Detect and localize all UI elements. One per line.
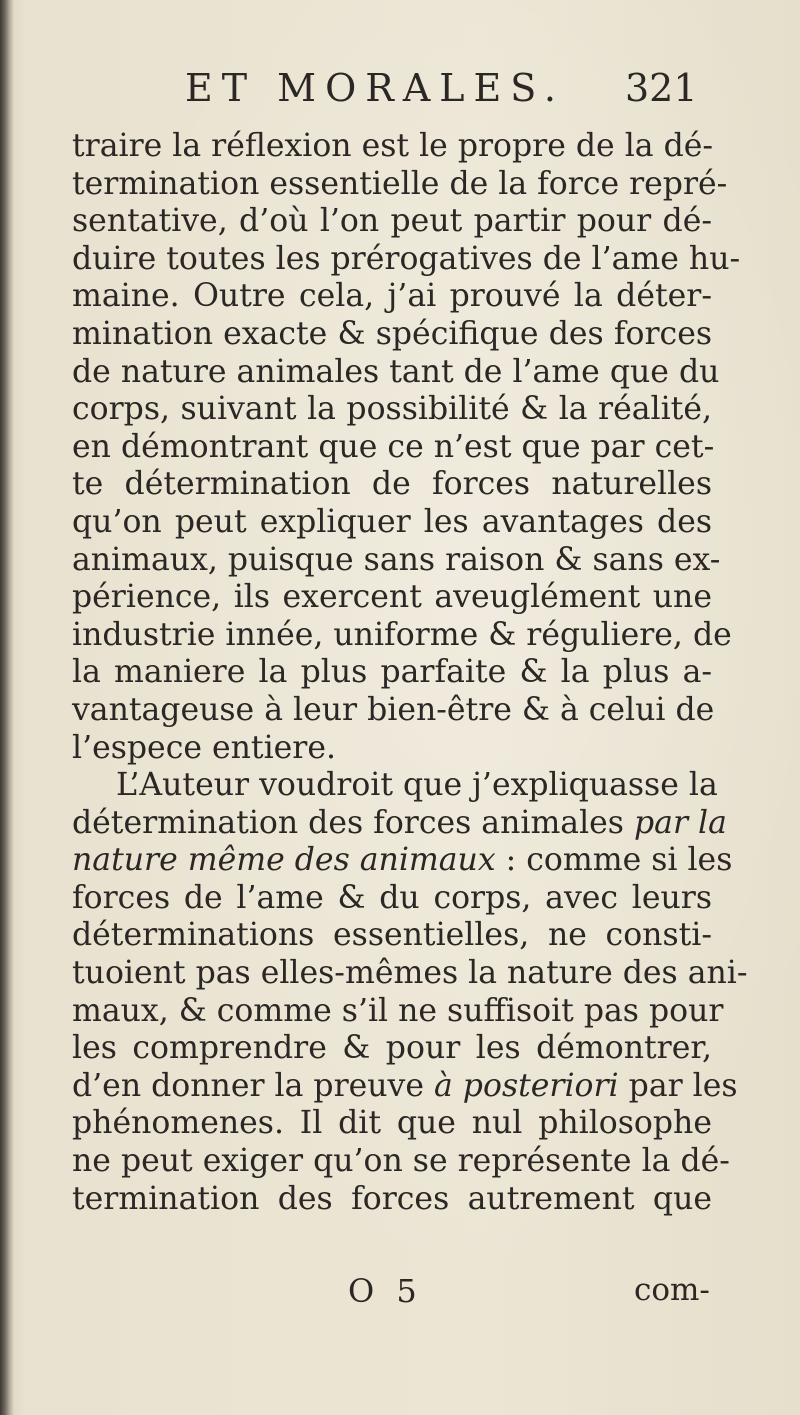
text-line: te détermination de forces naturelles: [72, 466, 712, 503]
italic-phrase: par la: [634, 804, 727, 841]
text-line: sentative, d’où l’on peut partir pour dé-: [72, 203, 712, 240]
line-segment: : comme si les: [495, 842, 733, 879]
running-title: ET MORALES.: [185, 66, 566, 110]
line-segment: détermination des forces animales: [72, 804, 634, 841]
text-line: traire la réflexion est le propre de la dé-: [72, 128, 714, 164]
line-segment: d’en donner la preuve: [72, 1067, 435, 1104]
text-line: qu’on peut expliquer les avantages des: [72, 503, 712, 540]
text-line: maine. Outre cela, j’ai prouvé la déter-: [72, 278, 712, 315]
body-text: [72, 128, 748, 1218]
italic-phrase: nature même des animaux: [72, 842, 496, 879]
text-line: la maniere la plus parfaite & la plus a-: [72, 654, 712, 691]
text-line: tuoient pas elles-mêmes la nature des ani-: [72, 955, 748, 992]
text-line: corps, suivant la possibilité & la réalité,: [72, 391, 712, 428]
text-line-with-italic: [72, 1067, 738, 1106]
text-line-with-italic: [72, 842, 733, 880]
paragraph-end-line: l’espece entiere.: [72, 729, 337, 766]
text-line: mination exacte & spécifique des forces: [72, 315, 712, 352]
text-line: périence, ils exercent aveuglément une: [72, 579, 712, 616]
running-head: [185, 66, 705, 116]
text-line: de nature animales tant de l’ame que du: [72, 353, 720, 390]
text-line: forces de l’ame & du corps, avec leurs: [72, 879, 712, 916]
text-line: déterminations essentielles, ne consti-: [72, 917, 712, 954]
page-number: 321: [625, 66, 698, 110]
text-line: en démontrant que ce n’est que par cet-: [72, 428, 715, 465]
signature-mark: O 5: [348, 1272, 423, 1310]
text-line: termination des forces autrement que: [72, 1180, 712, 1217]
text-line: duire toutes les prérogatives de l’ame hu-: [72, 240, 741, 277]
italic-phrase: à posteriori: [434, 1067, 619, 1104]
text-line: animaux, puisque sans raison & sans ex-: [72, 541, 721, 578]
text-line: phénomenes. Il dit que nul philosophe: [72, 1105, 712, 1142]
paragraph-start-line: L’Auteur voudroit que j’expliquasse la: [116, 767, 718, 804]
text-line: vantageuse à leur bien-être & à celui de: [72, 691, 715, 728]
catchword: com-: [634, 1272, 710, 1308]
text-line-with-italic: [72, 804, 727, 843]
text-line: industrie innée, uniforme & réguliere, de: [72, 616, 732, 653]
text-line: les comprendre & pour les démontrer,: [72, 1030, 712, 1067]
line-segment: par les: [618, 1067, 738, 1104]
text-line: maux, & comme s’il ne suffisoit pas pour: [72, 992, 724, 1029]
text-line: ne peut exiger qu’on se représente la dé-: [72, 1143, 730, 1180]
binding-edge: [0, 0, 14, 1415]
text-line: termination essentielle de la force repré-: [72, 165, 728, 202]
